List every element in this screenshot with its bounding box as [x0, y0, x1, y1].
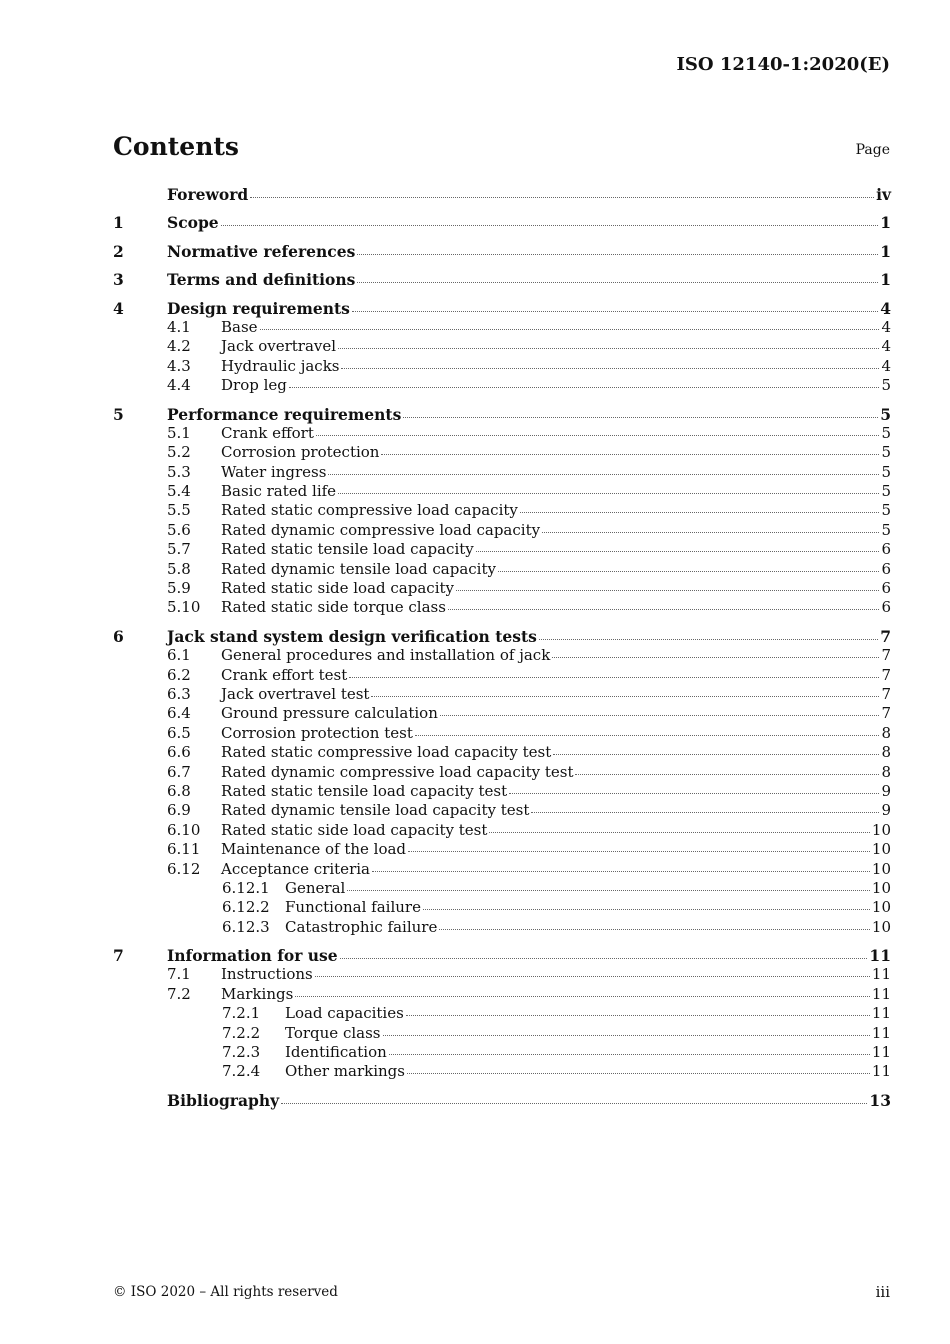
dot-leader [539, 639, 878, 640]
toc-entry[interactable] [113, 965, 891, 984]
dot-leader [295, 996, 870, 997]
toc-entry-number: 6.12.3 [222, 917, 270, 936]
toc-entry-title[interactable]: Functional failure [285, 898, 421, 917]
toc-entry[interactable] [113, 540, 891, 559]
toc-entry-page[interactable]: 7 [881, 684, 891, 703]
toc-entry-page[interactable]: 11 [871, 1043, 891, 1062]
toc-entry[interactable] [113, 898, 891, 917]
dot-leader [448, 609, 880, 610]
dot-leader [542, 532, 879, 533]
toc-entry-title[interactable]: Rated dynamic tensile load capacity test [221, 801, 530, 820]
toc-entry-number: 4 [113, 298, 124, 318]
toc-entry-page[interactable]: 5 [880, 404, 891, 424]
toc-entry-number: 6.2 [167, 665, 191, 684]
toc-entry-number: 5.5 [167, 501, 191, 520]
dot-leader [347, 890, 870, 891]
toc-entry-title[interactable]: Rated static side load capacity test [221, 820, 488, 839]
toc-entry-number: 5.9 [167, 579, 191, 598]
toc-entry[interactable] [113, 879, 891, 898]
toc-entry-title[interactable]: Jack overtravel test [221, 684, 370, 703]
dot-leader [371, 696, 879, 697]
toc-entry-number: 2 [113, 241, 124, 261]
toc-entry-title[interactable]: Normative references [167, 241, 356, 261]
table-of-contents [113, 185, 891, 1110]
toc-entry[interactable] [113, 946, 891, 965]
toc-entry[interactable] [113, 860, 891, 879]
toc-entry-page[interactable]: 4 [880, 298, 891, 318]
toc-entry-number: 6.10 [167, 820, 201, 839]
dot-leader [440, 715, 880, 716]
toc-entry-page[interactable]: 10 [871, 917, 891, 936]
toc-entry[interactable] [113, 1004, 891, 1023]
toc-entry-number: 5.8 [167, 559, 191, 578]
toc-entry-page[interactable]: 10 [871, 878, 891, 897]
dot-leader [407, 1073, 870, 1074]
toc-entry[interactable] [113, 482, 891, 501]
toc-entry-number: 6.12 [167, 859, 201, 878]
toc-entry-number: 5.4 [167, 482, 191, 501]
dot-leader [553, 754, 879, 755]
toc-entry-page[interactable]: 6 [881, 598, 891, 617]
toc-entry-title[interactable]: Identification [285, 1043, 387, 1062]
toc-entry-page[interactable]: 5 [881, 462, 891, 481]
toc-entry-number: 5.6 [167, 520, 191, 539]
toc-entry-title[interactable]: Base [221, 317, 258, 336]
dot-leader [338, 493, 879, 494]
toc-entry-number: 3 [113, 270, 124, 290]
dot-leader [383, 1035, 870, 1036]
toc-entry-page[interactable]: 7 [881, 704, 891, 723]
toc-entry[interactable] [113, 666, 891, 685]
dot-leader [289, 387, 880, 388]
toc-entry[interactable] [113, 501, 891, 520]
toc-entry-number: 5.2 [167, 443, 191, 462]
dot-leader [340, 958, 868, 959]
dot-leader [352, 311, 878, 312]
toc-entry-title[interactable]: Corrosion protection [221, 443, 380, 462]
toc-entry-title[interactable]: Jack stand system design verification tests [167, 626, 537, 646]
toc-entry-page[interactable]: 11 [869, 946, 891, 966]
dot-leader [357, 254, 878, 255]
dot-leader [575, 774, 879, 775]
toc-entry-page[interactable]: 4 [881, 337, 891, 356]
toc-entry-page[interactable]: 10 [871, 898, 891, 917]
toc-entry[interactable] [113, 579, 891, 598]
toc-entry-number: 7.2.3 [222, 1043, 261, 1062]
dot-leader [250, 197, 874, 198]
toc-entry-page[interactable]: 5 [881, 520, 891, 539]
copyright-notice: © ISO 2020 – All rights reserved [113, 1284, 338, 1300]
toc-entry-title[interactable]: Rated dynamic compressive load capacity test [221, 762, 574, 781]
toc-entry[interactable] [113, 1024, 891, 1043]
dot-leader [221, 225, 879, 226]
dot-leader [456, 590, 879, 591]
toc-entry-title[interactable]: Design requirements [167, 298, 350, 318]
toc-entry[interactable] [113, 318, 891, 337]
toc-entry-number: 6.6 [167, 743, 191, 762]
toc-entry-number: 6.3 [167, 684, 191, 703]
toc-entry-title[interactable]: Drop leg [221, 376, 287, 395]
toc-entry[interactable] [113, 918, 891, 937]
toc-entry-number: 6.12.2 [222, 898, 270, 917]
toc-entry-title[interactable]: Scope [167, 213, 219, 233]
dot-leader [341, 368, 879, 369]
toc-entry-number: 6.7 [167, 762, 191, 781]
toc-entry-page[interactable]: 6 [881, 540, 891, 559]
dot-leader [357, 282, 878, 283]
dot-leader [403, 417, 878, 418]
toc-entry-number: 5.3 [167, 462, 191, 481]
toc-entry-page[interactable]: 10 [871, 840, 891, 859]
toc-entry-number: 4.2 [167, 337, 191, 356]
toc-entry[interactable] [113, 443, 891, 462]
dot-leader [531, 812, 879, 813]
page-column-label: Page [855, 142, 890, 158]
toc-entry-page[interactable]: 11 [871, 1004, 891, 1023]
toc-entry-number: 1 [113, 213, 124, 233]
toc-entry-page[interactable]: 5 [881, 423, 891, 442]
toc-entry-page[interactable]: 8 [881, 762, 891, 781]
dot-leader [315, 976, 870, 977]
toc-entry-page[interactable]: 7 [881, 646, 891, 665]
toc-entry-title[interactable]: Performance requirements [167, 404, 402, 424]
dot-leader [372, 871, 870, 872]
toc-entry[interactable] [113, 376, 891, 395]
toc-entry-number: 4.3 [167, 356, 191, 375]
toc-entry-title[interactable]: Ground pressure calculation [221, 704, 438, 723]
toc-entry-title[interactable]: Hydraulic jacks [221, 356, 340, 375]
toc-entry-title[interactable]: Information for use [167, 946, 338, 966]
toc-entry-number: 5.1 [167, 423, 191, 442]
toc-entry[interactable] [113, 521, 891, 540]
toc-entry[interactable] [113, 357, 891, 376]
contents-title: Contents [113, 132, 240, 161]
toc-entry-number: 6.11 [167, 840, 201, 859]
toc-entry-title[interactable]: Instructions [221, 965, 313, 984]
toc-entry-number: 5.10 [167, 598, 201, 617]
toc-entry-number: 7.2.1 [222, 1004, 261, 1023]
toc-entry[interactable] [113, 185, 891, 204]
toc-entry-page[interactable]: 10 [871, 859, 891, 878]
toc-entry-page[interactable]: 4 [881, 356, 891, 375]
toc-entry-title[interactable]: Rated dynamic compressive load capacity [221, 520, 541, 539]
dot-leader [415, 735, 880, 736]
toc-entry-title[interactable]: Crank effort [221, 423, 314, 442]
toc-entry-number: 6 [113, 626, 124, 646]
dot-leader [260, 329, 880, 330]
toc-entry-page[interactable]: 11 [871, 1062, 891, 1081]
toc-entry-title[interactable]: Terms and definitions [167, 270, 356, 290]
toc-entry-page[interactable]: iv [876, 185, 891, 204]
toc-entry-title[interactable]: Rated static tensile load capacity test [221, 781, 508, 800]
toc-entry-title[interactable]: Water ingress [221, 462, 327, 481]
toc-entry[interactable] [113, 270, 891, 289]
toc-entry-page[interactable]: 11 [871, 984, 891, 1003]
toc-entry[interactable] [113, 1062, 891, 1081]
toc-entry-page[interactable]: 7 [881, 665, 891, 684]
toc-entry[interactable] [113, 1091, 891, 1110]
toc-entry-page[interactable]: 4 [881, 317, 891, 336]
toc-entry-title[interactable]: Basic rated life [221, 482, 337, 501]
toc-entry-page[interactable]: 9 [881, 801, 891, 820]
toc-entry[interactable] [113, 685, 891, 704]
toc-entry-title[interactable]: Load capacities [285, 1004, 404, 1023]
toc-entry-number: 4.1 [167, 317, 191, 336]
toc-entry-page[interactable]: 10 [871, 820, 891, 839]
dot-leader [338, 348, 879, 349]
dot-leader [498, 571, 879, 572]
toc-entry-title[interactable]: Rated dynamic tensile load capacity [221, 559, 496, 578]
toc-entry-number: 6.12.1 [222, 878, 270, 897]
toc-entry-title[interactable]: General [285, 878, 346, 897]
toc-entry-number: 7.2.4 [222, 1062, 261, 1081]
document-identifier: ISO 12140-1:2020(E) [676, 54, 890, 75]
toc-entry-title[interactable]: Rated static compressive load capacity test [221, 743, 552, 762]
toc-entry-page[interactable]: 6 [881, 559, 891, 578]
dot-leader [423, 909, 870, 910]
toc-entry-number: 7.2 [167, 984, 191, 1003]
toc-entry-page[interactable]: 9 [881, 781, 891, 800]
toc-entry-title[interactable]: Acceptance criteria [221, 859, 370, 878]
dot-leader [520, 512, 880, 513]
dot-leader [476, 551, 880, 552]
toc-entry-title[interactable]: Torque class [285, 1023, 381, 1042]
toc-entry[interactable] [113, 405, 891, 424]
toc-entry-title[interactable]: Crank effort test [221, 665, 348, 684]
toc-entry[interactable] [113, 782, 891, 801]
toc-entry-title[interactable]: Other markings [285, 1062, 405, 1081]
toc-entry-page[interactable]: 5 [881, 443, 891, 462]
toc-entry[interactable] [113, 1043, 891, 1062]
toc-entry-page[interactable]: 8 [881, 723, 891, 742]
toc-entry[interactable] [113, 743, 891, 762]
toc-entry[interactable] [113, 560, 891, 579]
dot-leader [316, 435, 880, 436]
toc-entry-title[interactable]: Corrosion protection test [221, 723, 413, 742]
toc-entry-number: 6.9 [167, 801, 191, 820]
toc-entry[interactable] [113, 985, 891, 1004]
toc-entry-page[interactable]: 1 [880, 270, 891, 290]
toc-entry[interactable] [113, 704, 891, 723]
toc-entry-page[interactable]: 5 [881, 376, 891, 395]
toc-entry-page[interactable]: 6 [881, 579, 891, 598]
toc-entry-page[interactable]: 8 [881, 743, 891, 762]
toc-entry[interactable] [113, 724, 891, 743]
toc-entry[interactable] [113, 424, 891, 443]
toc-entry-page[interactable]: 13 [869, 1090, 891, 1110]
dot-leader [552, 657, 879, 658]
page-number: iii [875, 1283, 890, 1301]
dot-leader [381, 454, 879, 455]
toc-entry-number: 7.2.2 [222, 1023, 261, 1042]
toc-entry-title[interactable]: Jack overtravel [221, 337, 337, 356]
toc-entry-page[interactable]: 5 [881, 501, 891, 520]
toc-entry-title[interactable]: General procedures and installation of jack [221, 646, 551, 665]
toc-entry-page[interactable]: 1 [880, 241, 891, 261]
toc-entry[interactable] [113, 242, 891, 261]
toc-entry-number: 6.1 [167, 646, 191, 665]
toc-entry-title[interactable]: Markings [221, 984, 294, 1003]
toc-entry[interactable] [113, 840, 891, 859]
dot-leader [406, 1015, 870, 1016]
toc-entry[interactable] [113, 821, 891, 840]
toc-entry[interactable] [113, 627, 891, 646]
toc-entry-page[interactable]: 11 [871, 965, 891, 984]
toc-entry-number: 4.4 [167, 376, 191, 395]
toc-entry-title[interactable]: Catastrophic failure [285, 917, 438, 936]
toc-entry-title[interactable]: Rated static tensile load capacity [221, 540, 474, 559]
toc-entry-number: 6.5 [167, 723, 191, 742]
toc-entry-number: 5.7 [167, 540, 191, 559]
toc-entry-title[interactable]: Bibliography [167, 1090, 280, 1110]
toc-entry-page[interactable]: 5 [881, 482, 891, 501]
dot-leader [389, 1054, 870, 1055]
toc-entry-page[interactable]: 11 [871, 1023, 891, 1042]
toc-entry[interactable] [113, 801, 891, 820]
toc-entry-title[interactable]: Rated static side torque class [221, 598, 446, 617]
toc-entry-number: 5 [113, 404, 124, 424]
dot-leader [489, 832, 870, 833]
toc-entry[interactable] [113, 463, 891, 482]
dot-leader [328, 474, 879, 475]
toc-entry-number: 7 [113, 946, 124, 966]
toc-entry-title[interactable]: Maintenance of the load [221, 840, 407, 859]
toc-entry-title[interactable]: Foreword [167, 185, 249, 204]
toc-entry[interactable] [113, 299, 891, 318]
dot-leader [509, 793, 879, 794]
toc-entry[interactable] [113, 337, 891, 356]
toc-entry-page[interactable]: 7 [880, 626, 891, 646]
dot-leader [408, 851, 870, 852]
dot-leader [349, 677, 879, 678]
toc-entry[interactable] [113, 763, 891, 782]
toc-entry-number: 6.8 [167, 781, 191, 800]
toc-entry[interactable] [113, 213, 891, 232]
toc-entry-page[interactable]: 1 [880, 213, 891, 233]
toc-entry[interactable] [113, 646, 891, 665]
toc-entry-title[interactable]: Rated static compressive load capacity [221, 501, 518, 520]
dot-leader [439, 929, 870, 930]
dot-leader [281, 1103, 867, 1104]
toc-entry-number: 6.4 [167, 704, 191, 723]
toc-entry[interactable] [113, 598, 891, 617]
toc-entry-number: 7.1 [167, 965, 191, 984]
toc-entry-title[interactable]: Rated static side load capacity [221, 579, 454, 598]
